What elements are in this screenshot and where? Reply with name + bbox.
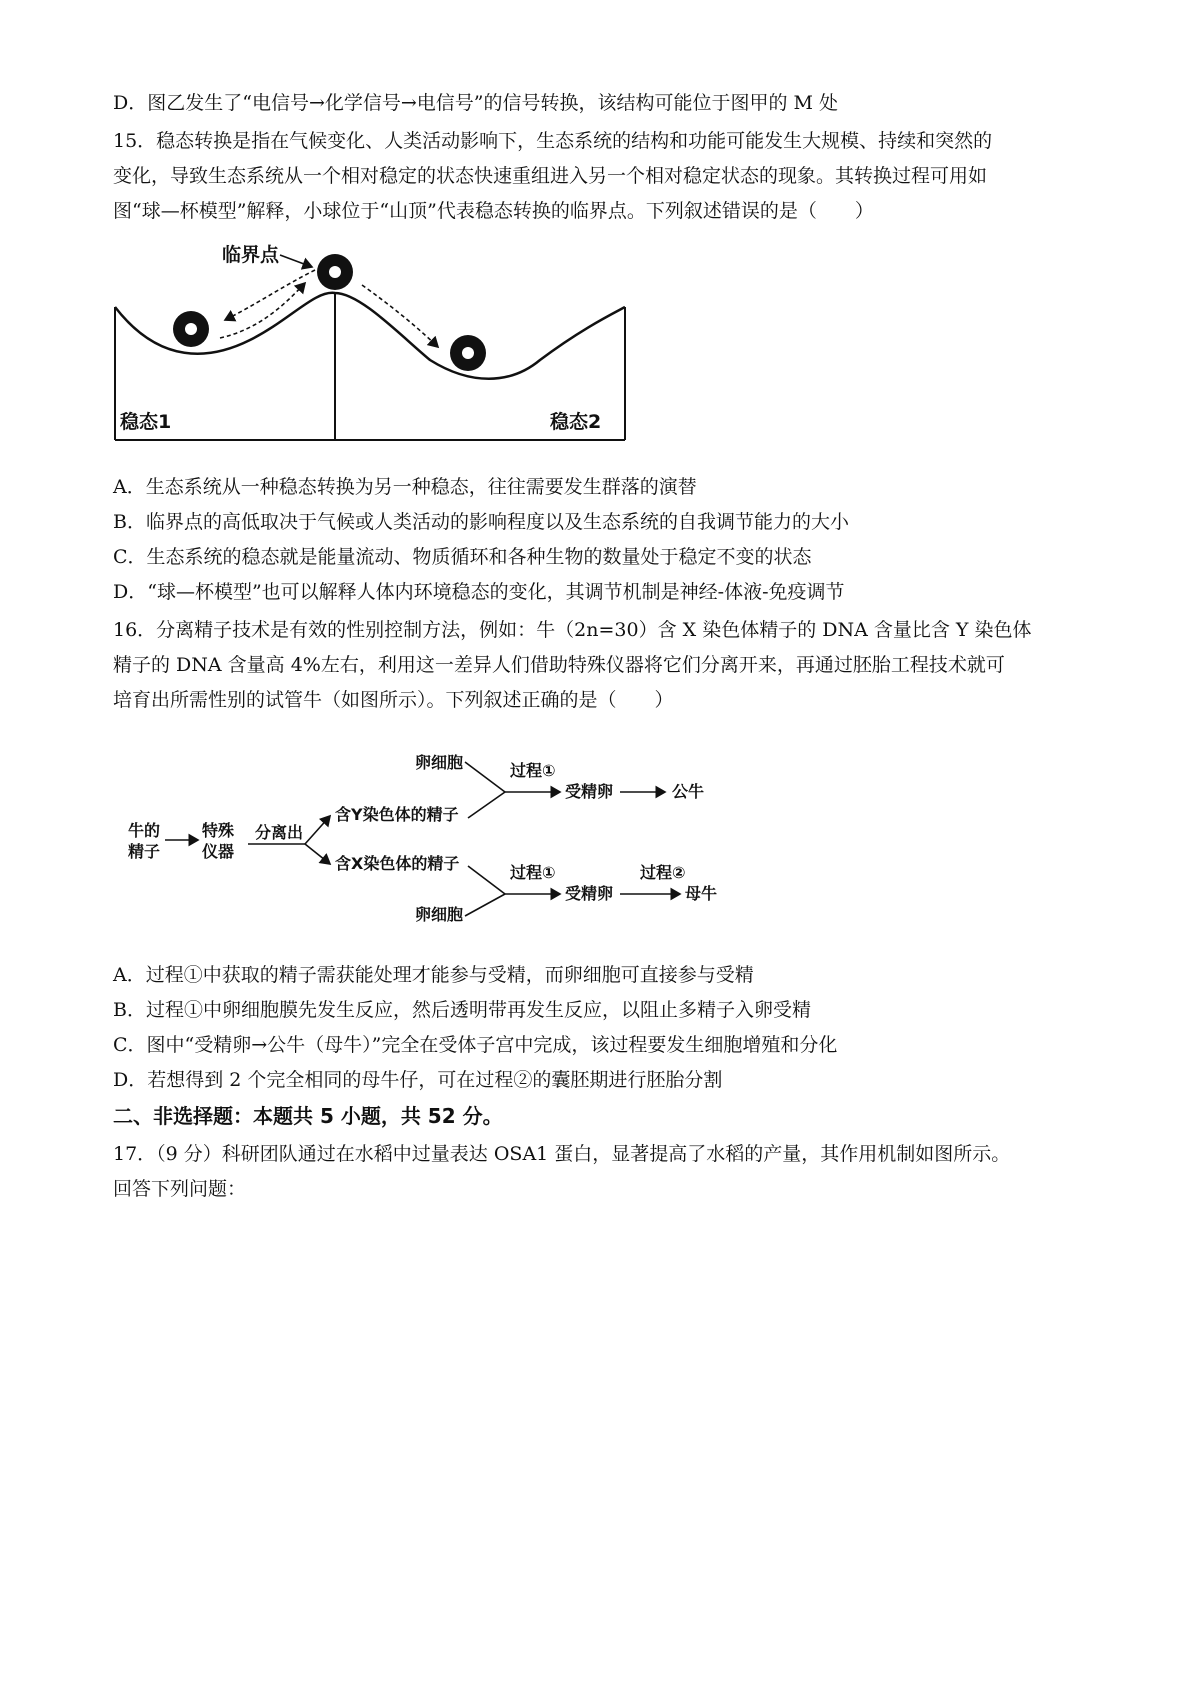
dashed-arrow-down xyxy=(362,285,438,347)
q15-stem-line-2: 变化，导致生态系统从一个相对稳定的状态快速重组进入另一个相对稳定状态的现象。其转换过程可用如 xyxy=(113,165,988,187)
egg-bottom-label: 卵细胞 xyxy=(415,905,464,924)
q14-option-d: D．图乙发生了“电信号→化学信号→电信号”的信号转换，该结构可能位于图甲的 M 处 xyxy=(113,92,839,114)
q16-option-c: C．图中“受精卵→公牛（母牛）”完全在受体子宫中完成，该过程要发生细胞增殖和分化 xyxy=(113,1034,838,1056)
sperm-sorting-flow-figure xyxy=(110,740,740,930)
q17-stem-line-2: 回答下列问题： xyxy=(113,1178,247,1200)
q15-option-b: B．临界点的高低取决于气候或人类活动的影响程度以及生态系统的自我调节能力的大小 xyxy=(113,511,849,533)
q16-stem-line-3: 培育出所需性别的试管牛（如图所示）。下列叙述正确的是（ ） xyxy=(113,689,674,711)
q16-option-b: B．过程①中卵细胞膜先发生反应，然后透明带再发生反应，以阻止多精子入卵受精 xyxy=(113,999,811,1021)
x-sperm-merge-line xyxy=(468,866,505,894)
process2-label: 过程② xyxy=(640,863,686,882)
section-two-heading: 二、非选择题：本题共 5 小题，共 52 分。 xyxy=(113,1104,503,1128)
dashed-arrow-up xyxy=(220,283,305,338)
arrow-to-x-sperm xyxy=(305,844,330,864)
q16-stem-line-2: 精子的 DNA 含量高 4%左右，利用这一差异人们借助特殊仪器将它们分离开来，再通过胚胎工程技术就可 xyxy=(113,654,1005,676)
process1-top-label: 过程① xyxy=(510,761,556,780)
steady-state-1-label: 稳态1 xyxy=(120,411,172,433)
egg-bottom-merge-line xyxy=(465,894,505,916)
q15-option-d: D．“球—杯模型”也可以解释人体内环境稳态的变化，其调节机制是神经-体液-免疫调节 xyxy=(113,581,845,603)
critical-point-arrow xyxy=(280,255,312,267)
q16-option-a: A．过程①中获取的精子需获能处理才能参与受精，而卵细胞可直接参与受精 xyxy=(113,964,754,986)
y-sperm-merge-line xyxy=(468,792,505,818)
male-calf-label: 公牛 xyxy=(672,782,705,801)
q15-stem-line-3: 图“球—杯模型”解释，小球位于“山顶”代表稳态转换的临界点。下列叙述错误的是（ ） xyxy=(113,200,874,222)
arrow-to-y-sperm xyxy=(305,816,330,844)
process1-bottom-label: 过程① xyxy=(510,863,556,882)
ball-critical-point xyxy=(317,254,353,290)
ball-cup-model-figure xyxy=(100,235,640,450)
zygote-bottom-label: 受精卵 xyxy=(565,884,614,903)
q15-stem-line-1: 15．稳态转换是指在气候变化、人类活动影响下，生态系统的结构和功能可能发生大规模、持续和突然的 xyxy=(113,130,993,152)
egg-top-merge-line xyxy=(465,762,505,792)
dashed-arrow-back xyxy=(225,270,315,320)
ball-steady-1 xyxy=(173,311,209,347)
egg-top-label: 卵细胞 xyxy=(415,753,464,772)
q15-option-a: A．生态系统从一种稳态转换为另一种稳态，往往需要发生群落的演替 xyxy=(113,476,697,498)
female-calf-label: 母牛 xyxy=(685,884,718,903)
separate-label: 分离出 xyxy=(255,823,304,842)
q16-stem-line-1: 16．分离精子技术是有效的性别控制方法，例如：牛（2n=30）含 X 染色体精子的 DNA 含量比含 Y 染色体 xyxy=(113,619,1032,641)
critical-point-label: 临界点 xyxy=(222,244,280,266)
instrument-label-1: 特殊 xyxy=(202,821,235,840)
q16-option-d: D．若想得到 2 个完全相同的母牛仔，可在过程②的囊胚期进行胚胎分割 xyxy=(113,1069,723,1091)
ball-steady-2 xyxy=(450,335,486,371)
steady-state-2-label: 稳态2 xyxy=(550,411,602,433)
q15-option-c: C．生态系统的稳态就是能量流动、物质循环和各种生物的数量处于稳定不变的状态 xyxy=(113,546,812,568)
bull-sperm-label-1: 牛的 xyxy=(128,821,161,840)
instrument-label-2: 仪器 xyxy=(202,842,235,861)
zygote-top-label: 受精卵 xyxy=(565,782,614,801)
x-sperm-label: 含X染色体的精子 xyxy=(335,854,460,873)
bull-sperm-label-2: 精子 xyxy=(128,842,161,861)
q17-stem-line-1: 17．（9 分）科研团队通过在水稻中过量表达 OSA1 蛋白，显著提高了水稻的产量，其作用机制如图所示。 xyxy=(113,1143,1011,1165)
y-sperm-label: 含Y染色体的精子 xyxy=(335,805,459,824)
